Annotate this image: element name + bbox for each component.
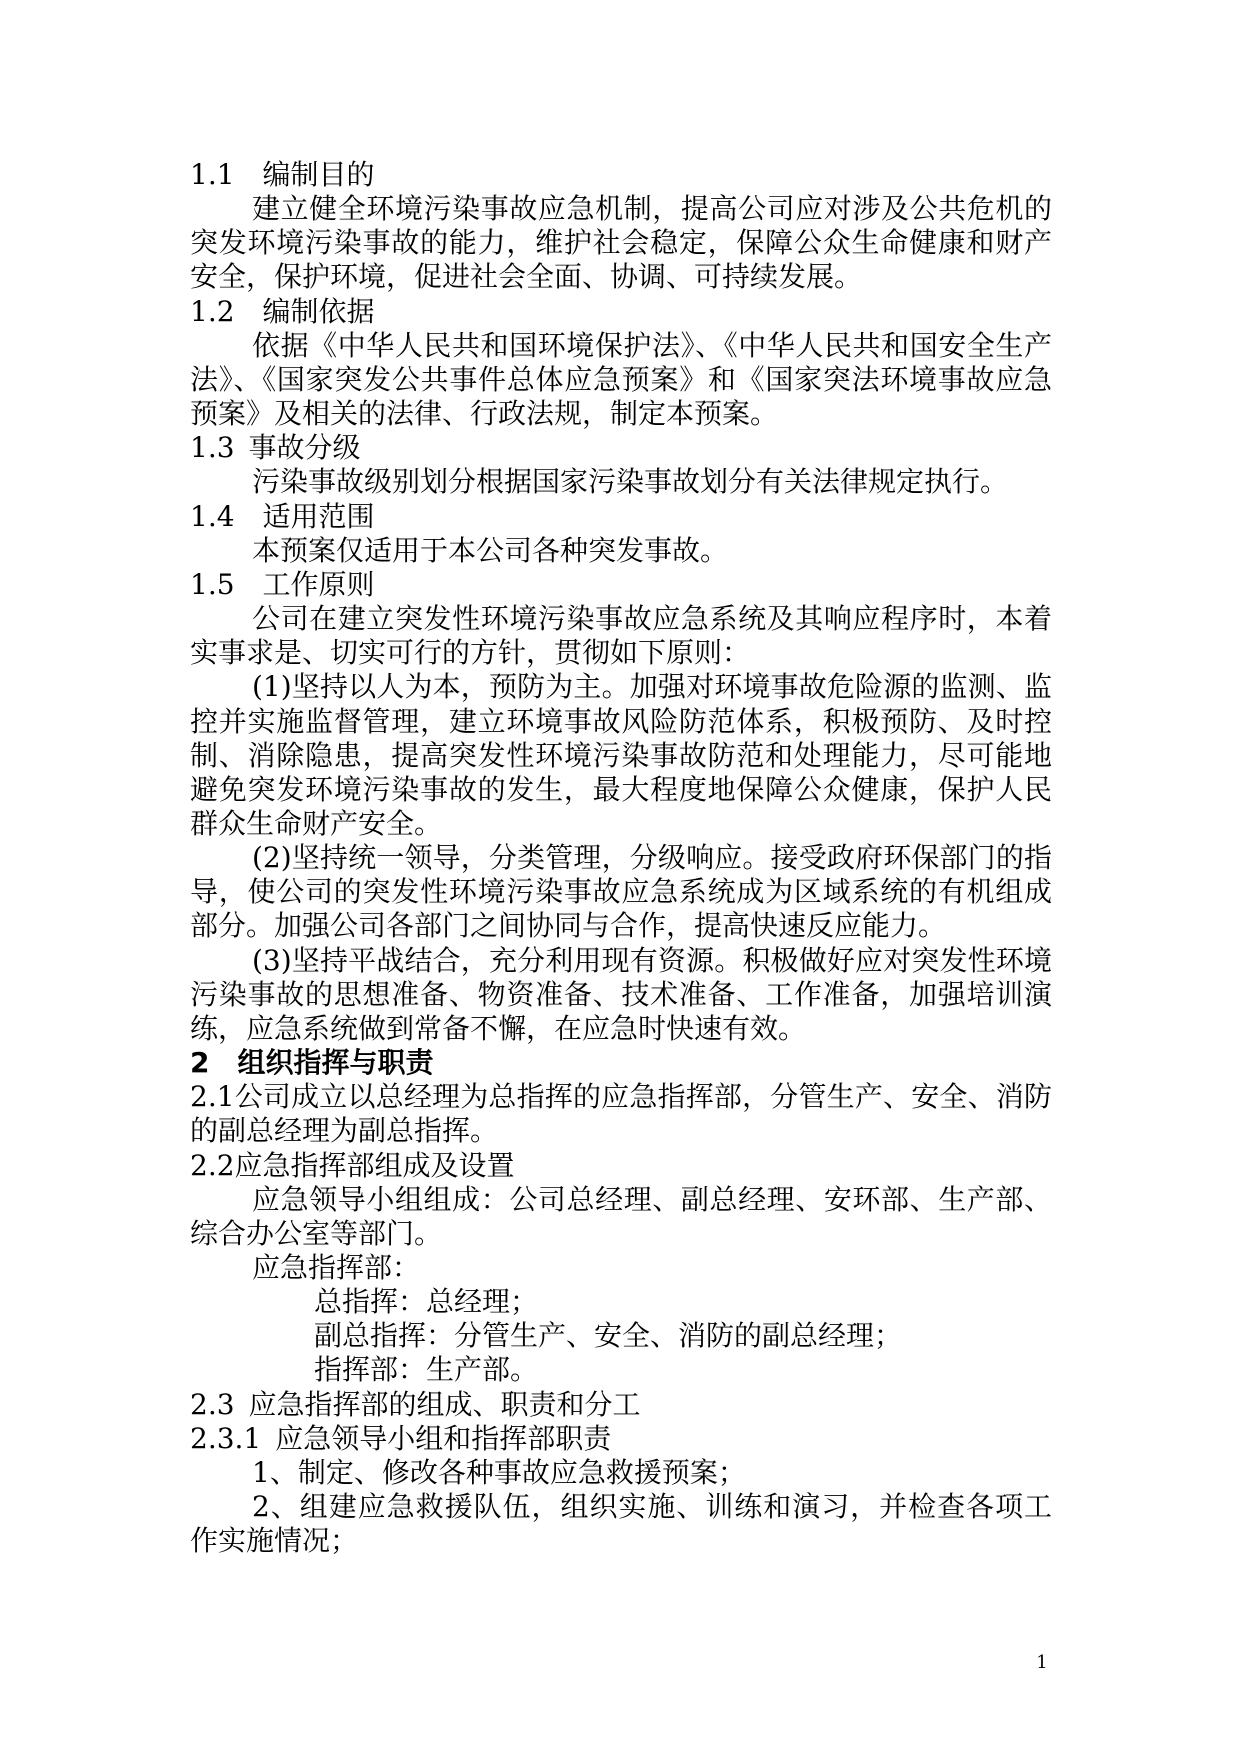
paragraph-scope: 本预案仅适用于本公司各种突发事故。	[252, 533, 729, 567]
section-title: 编制依据	[262, 294, 375, 328]
section-number: 1.5	[190, 567, 235, 601]
section-1-3-heading	[190, 431, 1052, 465]
paragraph-2-1: 2.1公司成立以总经理为总指挥的应急指挥部，分管生产、安全、消防的副总经理为副总指挥。	[190, 1080, 1052, 1148]
section-title: 事故分级	[248, 431, 361, 465]
section-title: 编制目的	[262, 158, 375, 191]
paragraph-leadership-group: 应急领导小组组成：公司总经理、副总经理、安环部、生产部、综合办公室等部门。	[190, 1182, 1052, 1250]
page-number: 1	[1036, 1652, 1048, 1673]
paragraph-purpose: 建立健全环境污染事故应急机制，提高公司应对涉及公共危机的突发环境污染事故的能力，维护社会稳定，保障公众生命健康和财产安全，保护环境，促进社会全面、协调、可持续发展。	[190, 192, 1052, 294]
section-title: 工作原则	[262, 567, 375, 601]
section-1-5-heading	[190, 568, 1052, 602]
section-title: 应急指挥部的组成、职责和分工	[248, 1387, 641, 1421]
section-number: 2	[190, 1046, 210, 1080]
section-number: 1.4	[190, 499, 235, 533]
section-number: 2.3.1	[190, 1421, 262, 1455]
paragraph-basis: 依据《中华人民共和国环境保护法》、《中华人民共和国安全生产法》、《国家突发公共事件总体应急预案》和《国家突法环境事故应急预案》及相关的法律、行政法规，制定本预案。	[190, 328, 1052, 431]
section-title: 应急领导小组和指挥部职责	[275, 1421, 612, 1455]
paragraph-principle-3: (3)坚持平战结合，充分利用现有资源。积极做好应对突发性环境污染事故的思想准备、物资准备、技术准备、工作准备，加强培训演练，应急系统做到常备不懈，在应急时快速有效。	[190, 943, 1052, 1045]
paragraph-command-center: 应急指挥部：	[252, 1251, 421, 1284]
section-title: 组织指挥与职责	[237, 1046, 434, 1080]
section-number: 1.2	[190, 294, 235, 328]
paragraph-principle-2: (2)坚持统一领导，分类管理，分级响应。接受政府环保部门的指导，使公司的突发性环境污染事故应急系统成为区域系统的有机组成部分。加强公司各部门之间协同与合作，提高快速反应能力。	[190, 841, 1052, 943]
section-title: 适用范围	[262, 499, 375, 533]
list-item-duty-2: 2、组建应急救援队伍，组织实施、训练和演习，并检查各项工作实施情况；	[190, 1490, 1052, 1558]
section-2-3-1-heading	[190, 1422, 1052, 1456]
section-1-2-heading	[190, 295, 1052, 329]
section-number: 1.1	[190, 158, 235, 191]
paragraph-principle-1: (1)坚持以人为本，预防为主。加强对环境事故危险源的监测、监控并实施监督管理，建立环境事故风险防范体系，积极预防、及时控制、消除隐患，提高突发性环境污染事故防范和处理能力，尽可能地避免突发环境污染事故的发生，最大程度地保障公众健康，保护人民群众生命财产安全。	[190, 670, 1052, 840]
paragraph-principles-intro: 公司在建立突发性环境污染事故应急系统及其响应程序时，本着实事求是、切实可行的方针，贯彻如下原则：	[190, 602, 1052, 670]
section-1-4-heading	[190, 500, 1052, 534]
section-2-3-heading	[190, 1388, 1052, 1422]
section-number: 1.3	[190, 431, 235, 465]
paragraph-grading: 污染事故级别划分根据国家污染事故划分有关法律规定执行。	[252, 465, 1009, 499]
section-number: 2.3	[190, 1387, 235, 1421]
list-item-duty-1: 1、制定、修改各种事故应急救援预案；	[252, 1455, 746, 1489]
document-body	[190, 158, 1052, 1558]
list-item-deputy-commander: 副总指挥：分管生产、安全、消防的副总经理；	[314, 1319, 903, 1353]
list-item-commander: 总指挥：总经理；	[314, 1285, 539, 1319]
section-2-heading	[190, 1046, 1052, 1080]
list-item-command-dept: 指挥部：生产部。	[314, 1353, 539, 1387]
paragraph-2-2: 2.2应急指挥部组成及设置	[190, 1148, 515, 1182]
section-1-1-heading	[190, 158, 1052, 192]
